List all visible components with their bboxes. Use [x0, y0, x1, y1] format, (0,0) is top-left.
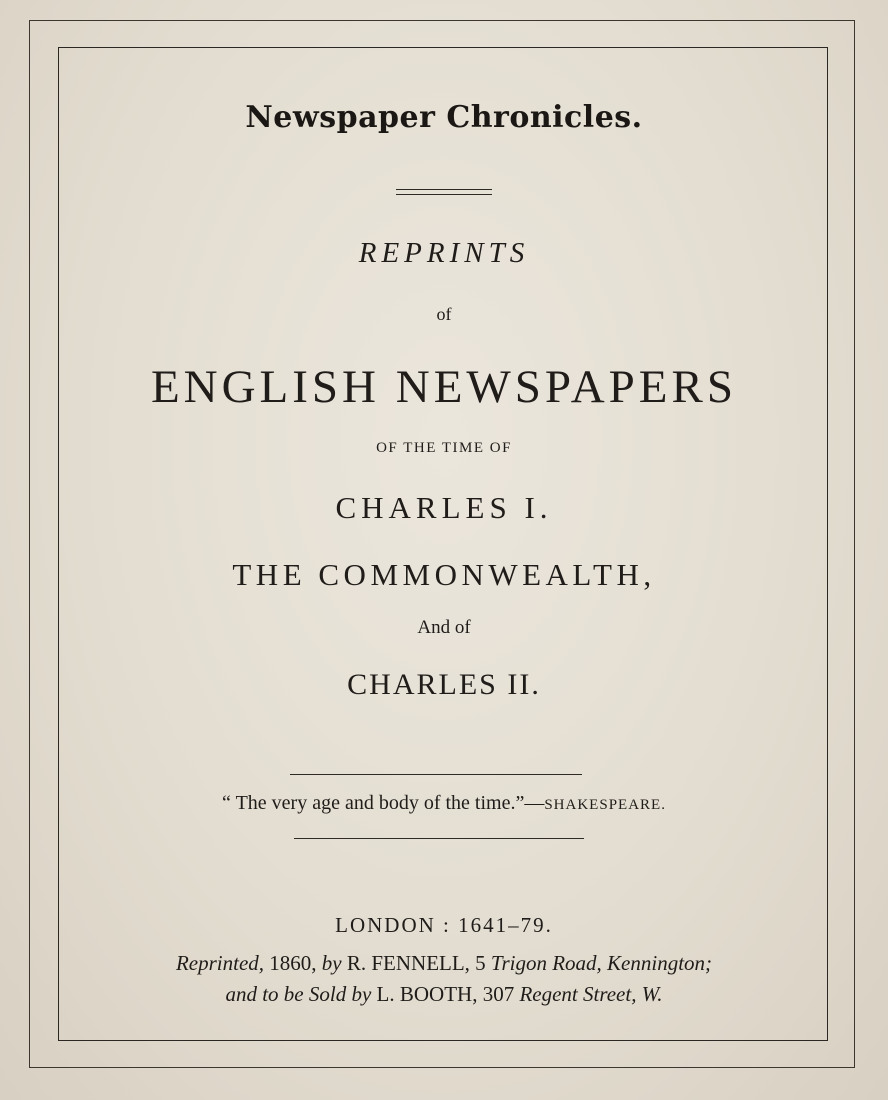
reprint-year: 1860, — [264, 951, 322, 975]
reprinted-word: Reprinted, — [175, 951, 265, 975]
epigraph-quote: “ The very age and body of the time.”— — [222, 792, 545, 814]
reign-charles-i: CHARLES I. — [335, 490, 553, 525]
reprints-heading: REPRINTS — [358, 237, 530, 269]
epigraph-rule-top — [290, 774, 582, 775]
sold-by-phrase: and to be Sold by — [225, 982, 372, 1006]
reign-commonwealth: THE COMMONWEALTH, — [232, 557, 656, 592]
epigraph-attribution: SHAKESPEARE. — [544, 797, 666, 813]
seller-name: L. BOOTH, 307 — [371, 982, 520, 1006]
time-of-line: OF THE TIME OF — [376, 440, 512, 456]
and-of-connector: And of — [417, 617, 471, 638]
printer-address: Trigon Road, Kennington; — [490, 951, 713, 975]
seller-address: Regent Street, W. — [519, 982, 663, 1006]
title-rule-bottom — [396, 194, 492, 195]
by-word: by — [321, 951, 342, 975]
reign-charles-ii: CHARLES II. — [347, 668, 541, 701]
printer-name: R. FENNELL, 5 — [341, 951, 491, 975]
imprint-place-dates: LONDON : 1641–79. — [335, 913, 553, 937]
series-title: Newspaper Chronicles. — [245, 100, 643, 135]
of-connector: of — [436, 304, 452, 324]
title-rule-top — [396, 189, 492, 190]
epigraph-rule-bottom — [294, 838, 584, 839]
main-title: ENGLISH NEWSPAPERS — [150, 361, 738, 413]
inner-border — [58, 47, 828, 1041]
epigraph — [0, 792, 888, 815]
imprint-line-1 — [0, 951, 888, 976]
imprint-line-2 — [0, 982, 888, 1007]
